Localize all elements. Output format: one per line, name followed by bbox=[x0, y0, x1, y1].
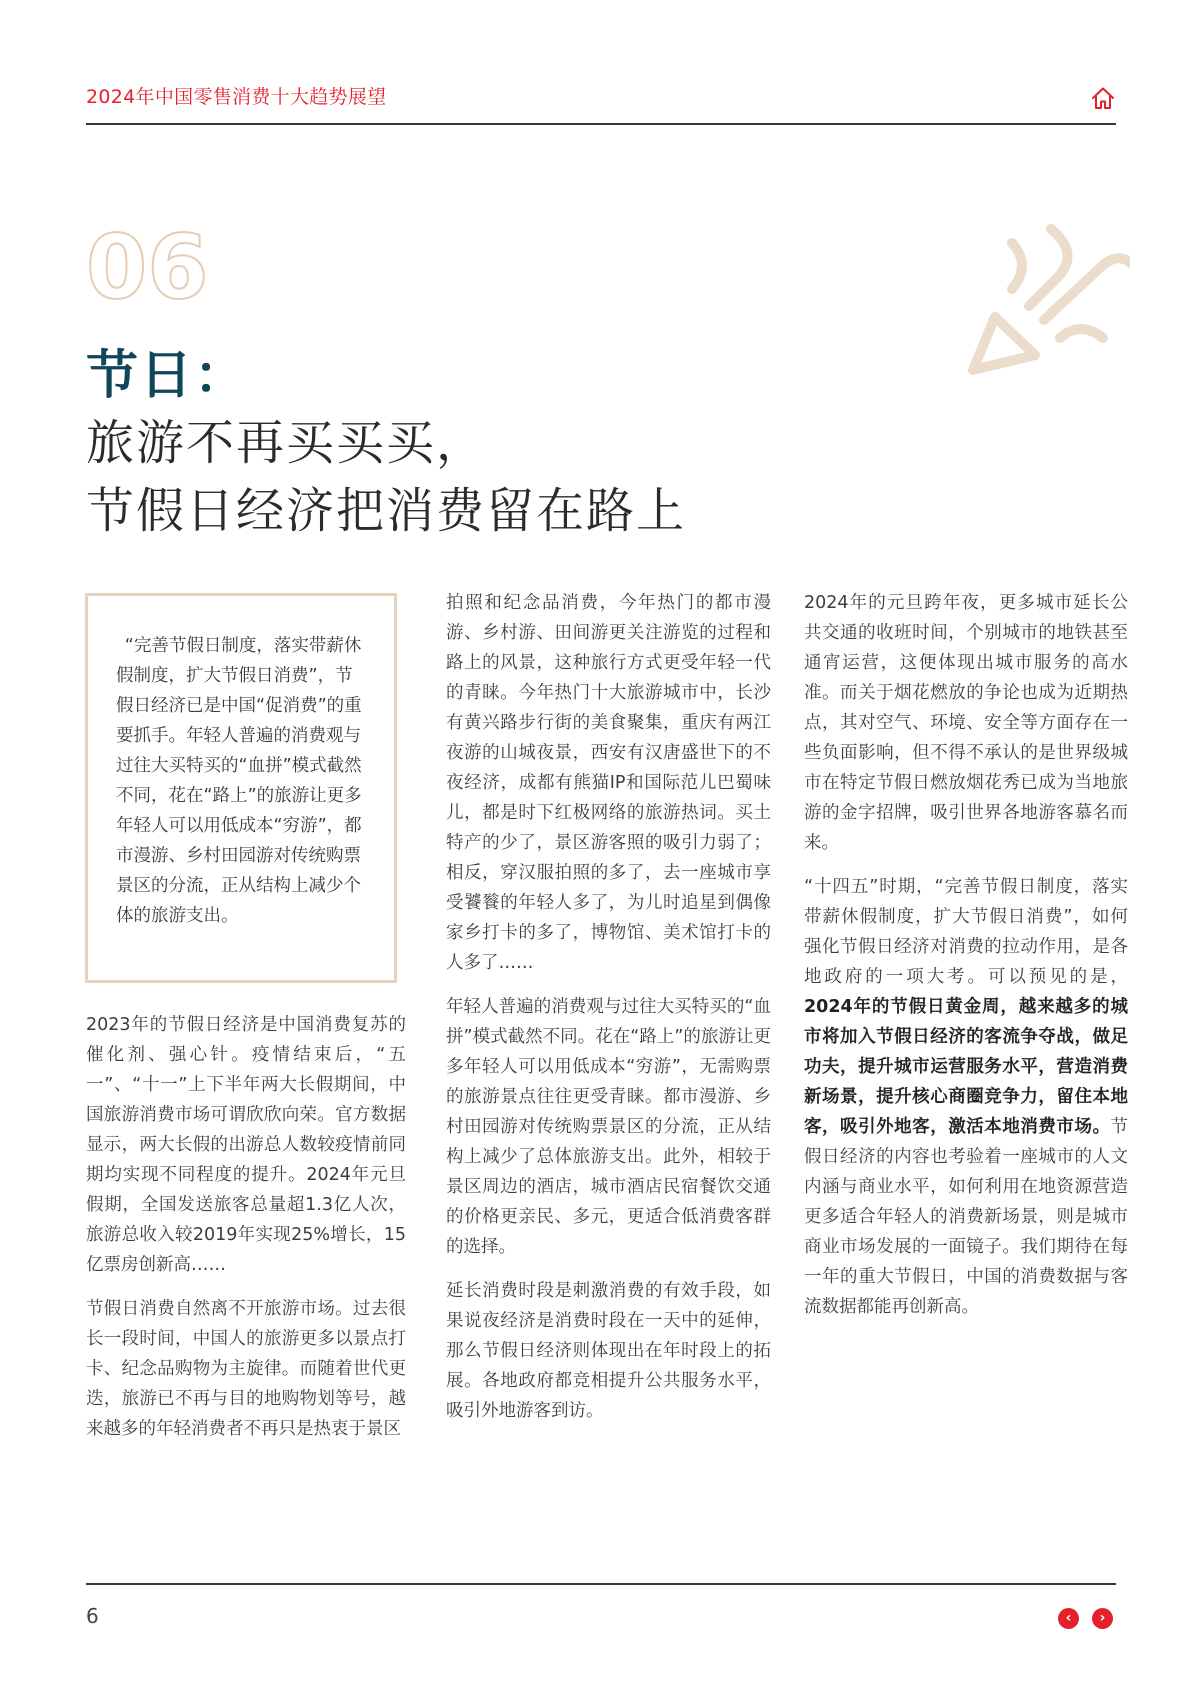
chevron-right-icon: › bbox=[1099, 1610, 1106, 1626]
article-title bbox=[86, 343, 686, 545]
prev-page-button[interactable] bbox=[1058, 1608, 1079, 1629]
title-sub-line2: 节假日经济把消费留在路上 bbox=[86, 483, 687, 539]
report-title: 2024年中国零售消费十大趋势展望 bbox=[86, 86, 387, 108]
header-divider bbox=[86, 123, 1116, 125]
highlighted-text: 2024年的节假日黄金周，越来越多的城市将加入节假日经济的客流争夺战，做足功夫，提升城市运营服务水平，营造消费新场景，提升核心商圈竞争力，留住本地客，吸引外地客，激活本地消费市场。 bbox=[804, 997, 1128, 1137]
chevron-left-icon: ‹ bbox=[1065, 1610, 1072, 1626]
column-2 bbox=[446, 588, 771, 1440]
paragraph: 延长消费时段是刺激消费的有效手段，如果说夜经济是消费时段在一天中的延伸，那么节假日经济则体现出在年时段上的拓展。各地政府都竞相提升公共服务水平，吸引外地游客到访。 bbox=[446, 1281, 771, 1421]
paragraph: 节假日消费自然离不开旅游市场。过去很长一段时间，中国人的旅游更多以景点打卡、纪念品购物为主旋律。而随着世代更迭，旅游已不再与目的地购物划等号，越来越多的年轻消费者不再只是热衷于景区 bbox=[86, 1299, 406, 1439]
section-number bbox=[86, 220, 226, 310]
page-number: 6 bbox=[86, 1604, 99, 1628]
paragraph: 年轻人普遍的消费观与过往大买特买的“血拼”模式截然不同。花在“路上”的旅游让更多年轻人可以用低成本“穷游”，无需购票的旅游景点往往更受青睐。都市漫游、乡村田园游对传统购票景区的分流，正从结构上减少了总体旅游支出。此外，相较于景区周边的酒店，城市酒店民宿餐饮交通的价格更亲民、多元，更适合低消费客群的选择。 bbox=[446, 997, 771, 1257]
next-page-button[interactable] bbox=[1092, 1608, 1113, 1629]
page-header bbox=[86, 80, 1116, 126]
pull-quote bbox=[85, 593, 397, 983]
party-popper-icon bbox=[940, 205, 1130, 385]
title-main: 节日： bbox=[86, 346, 249, 406]
title-sub-line1: 旅游不再买买买， bbox=[86, 415, 487, 471]
footer-divider bbox=[86, 1583, 1116, 1585]
paragraph-text: 节假日经济的内容也考验着一座城市的人文内涵与商业水平，如何利用在地资源营造更多适合年轻人的消费新场景，则是城市商业市场发展的一面镜子。我们期待在每一年的重大节假日，中国的消费数据与客流数据都能再创新高。 bbox=[804, 1117, 1128, 1317]
paragraph: 2023年的节假日经济是中国消费复苏的催化剂、强心针。疫情结束后，“五一”、“十一”上下半年两大长假期间，中国旅游消费市场可谓欣欣向荣。官方数据显示，两大长假的出游总人数较疫情前同期均实现不同程度的提升。2024年元旦假期，全国发送旅客总量超1.3亿人次，旅游总收入较2019年实现25%增长，15亿票房创新高…… bbox=[86, 1015, 406, 1275]
paragraph-text: “十四五”时期，“完善节假日制度，落实带薪休假制度，扩大节假日消费”，如何强化节假日经济对消费的拉动作用，是各地政府的一项大考。可以预见的是， bbox=[804, 877, 1128, 987]
pull-quote-text: “完善节假日制度，落实带薪休假制度，扩大节假日消费”，节假日经济已是中国“促消费”的重要抓手。年轻人普遍的消费观与过往大买特买的“血拼”模式截然不同，花在“路上”的旅游让更多年轻人可以用低成本“穷游”，都市漫游、乡村田园游对传统购票景区的分流，正从结构上减少个体的旅游支出。 bbox=[116, 636, 362, 926]
home-icon bbox=[1090, 85, 1116, 111]
column-3 bbox=[804, 588, 1128, 1336]
paragraph: 拍照和纪念品消费，今年热门的都市漫游、乡村游、田间游更关注游览的过程和路上的风景，这种旅行方式更受年轻一代的青睐。今年热门十大旅游城市中，长沙有黄兴路步行街的美食聚集，重庆有两江夜游的山城夜景，西安有汉唐盛世下的不夜经济，成都有熊猫IP和国际范儿巴蜀味儿，都是时下红极网络的旅游热词。买土特产的少了，景区游客照的吸引力弱了；相反，穿汉服拍照的多了，去一座城市享受饕餮的年轻人多了，为儿时追星到偶像家乡打卡的多了，博物馆、美术馆打卡的人多了…… bbox=[446, 593, 771, 973]
svg-text:06: 06 bbox=[86, 220, 209, 310]
column-1 bbox=[86, 1010, 406, 1458]
paragraph: 2024年的元旦跨年夜，更多城市延长公共交通的收班时间，个别城市的地铁甚至通宵运营，这便体现出城市服务的高水准。而关于烟花燃放的争论也成为近期热点，其对空气、环境、安全等方面存在一些负面影响，但不得不承认的是世界级城市在特定节假日燃放烟花秀已成为当地旅游的金字招牌，吸引世界各地游客慕名而来。 bbox=[804, 593, 1128, 853]
home-button[interactable] bbox=[1090, 85, 1116, 111]
paragraph bbox=[804, 872, 1128, 1322]
